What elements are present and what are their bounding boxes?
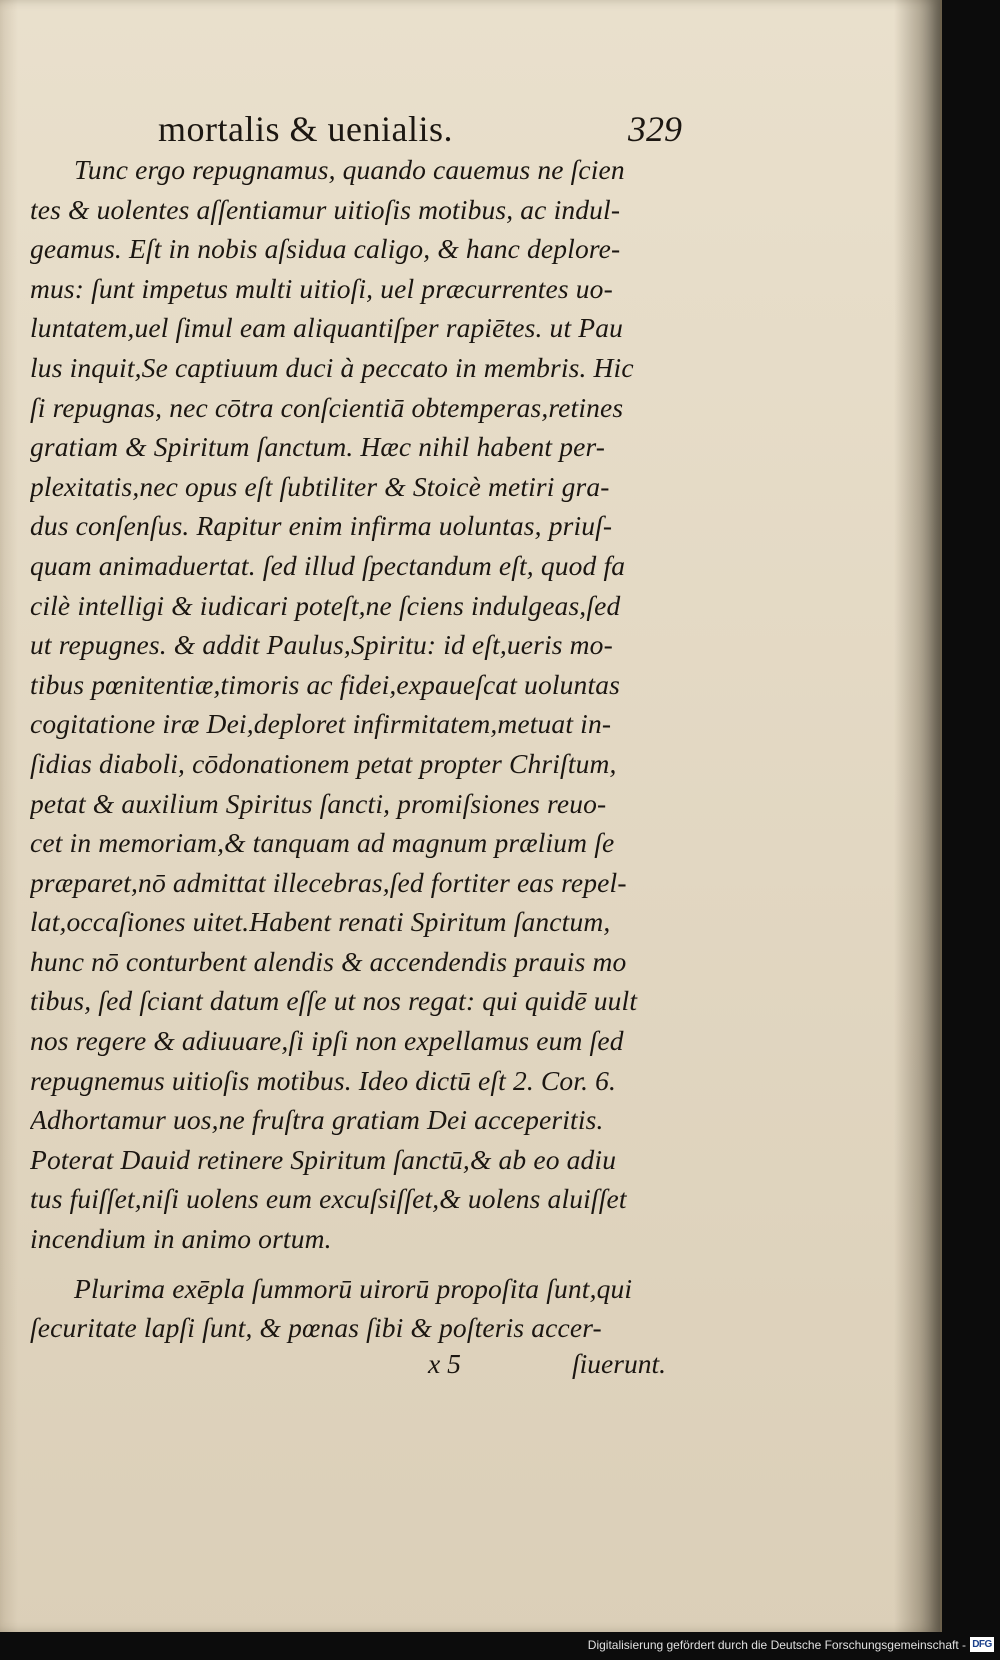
- text-line: ſi repugnas, nec cōtra conſcientiā obtemperas,retines: [30, 391, 624, 423]
- text-line: quam animaduertat. ſed illud ſpectandum eſt, quod fa: [30, 549, 626, 581]
- text-line: ut repugnes. & addit Paulus,Spiritu: id eſt,ueris mo-: [30, 629, 613, 661]
- paragraph: [30, 1269, 695, 1348]
- running-head-title: mortalis & uenialis.: [158, 109, 453, 149]
- text-line: repugnemus uitioſis motibus. Ideo dictū eſt 2. Cor. 6.: [30, 1064, 617, 1096]
- catchline: [0, 1348, 940, 1388]
- text-line: tes & uolentes aſſentiamur uitioſis motibus, ac indul-: [30, 193, 621, 225]
- text-line: gratiam & Spiritum ſanctum. Hæc nihil habent per-: [30, 431, 606, 463]
- text-line: mus: ſunt impetus multi uitioſi, uel præcurrentes uo-: [30, 272, 613, 304]
- text-line: ſecuritate lapſi ſunt, & pœnas ſibi & poſteris accer-: [30, 1312, 602, 1344]
- text-line: hunc nō conturbent alendis & accendendis prauis mo: [30, 945, 627, 977]
- body-text: [30, 150, 695, 1348]
- text-line: geamus. Eſt in nobis aſsidua caligo, & hanc deplore-: [30, 233, 621, 265]
- signature-mark: x 5: [428, 1348, 461, 1379]
- page-number: 329: [628, 109, 682, 149]
- footer-bar: [0, 1632, 1000, 1660]
- text-line: petat & auxilium Spiritus ſancti, promiſsiones reuo-: [30, 787, 607, 819]
- text-line: tus fuiſſet,niſi uolens eum excuſsiſſet,& uolens aluiſſet: [30, 1183, 627, 1215]
- catchword: ſiuerunt.: [572, 1348, 666, 1379]
- text-line: plexitatis,nec opus eſt ſubtiliter & Stoicè metiri gra-: [30, 470, 610, 502]
- running-head: [0, 108, 940, 152]
- text-line: incendium in animo ortum.: [30, 1223, 332, 1255]
- paragraph-gap: [30, 1259, 695, 1269]
- text-line: cogitatione iræ Dei,deploret infirmitatem,metuat in-: [30, 708, 612, 740]
- paragraph: [30, 150, 695, 1259]
- text-line: cet in memoriam,& tanquam ad magnum prælium ſe: [30, 827, 615, 859]
- text-line: lus inquit,Se captiuum duci à peccato in membris. Hic: [30, 351, 634, 383]
- dfg-logo-icon: DFG: [970, 1637, 994, 1652]
- text-line: tibus, ſed ſciant datum eſſe ut nos regat: qui quidē uult: [30, 985, 638, 1017]
- text-line: dus conſenſus. Rapitur enim infirma uoluntas, priuſ-: [30, 510, 613, 542]
- text-line: Poterat Dauid retinere Spiritum ſanctū,& ab eo adiu: [30, 1143, 617, 1175]
- text-line: Adhortamur uos,ne fruſtra gratiam Dei acceperitis.: [30, 1104, 604, 1136]
- text-line: cilè intelligi & iudicari poteſt,ne ſciens indulgeas,ſed: [30, 589, 621, 621]
- text-line: Plurima exēpla ſummorū uirorū propoſita ſunt,qui: [74, 1272, 633, 1304]
- text-line: ſidias diaboli, cōdonationem petat propter Chriſtum,: [30, 747, 617, 779]
- text-line: Tunc ergo repugnamus, quando cauemus ne ſcien: [74, 154, 625, 185]
- text-line: præparet,nō admittat illecebras,ſed fortiter eas repel-: [30, 866, 627, 898]
- funding-credit: Digitalisierung gefördert durch die Deutsche Forschungsgemeinschaft -: [587, 1638, 966, 1652]
- text-line: nos regere & adiuuare,ſi ipſi non expellamus eum ſed: [30, 1025, 624, 1057]
- text-line: lat,occaſiones uitet.Habent renati Spiritum ſanctum,: [30, 906, 611, 938]
- text-line: tibus pœnitentiæ,timoris ac fidei,expaueſcat uoluntas: [30, 668, 620, 700]
- text-line: luntatem,uel ſimul eam aliquantiſper rapiētes. ut Pau: [30, 312, 624, 344]
